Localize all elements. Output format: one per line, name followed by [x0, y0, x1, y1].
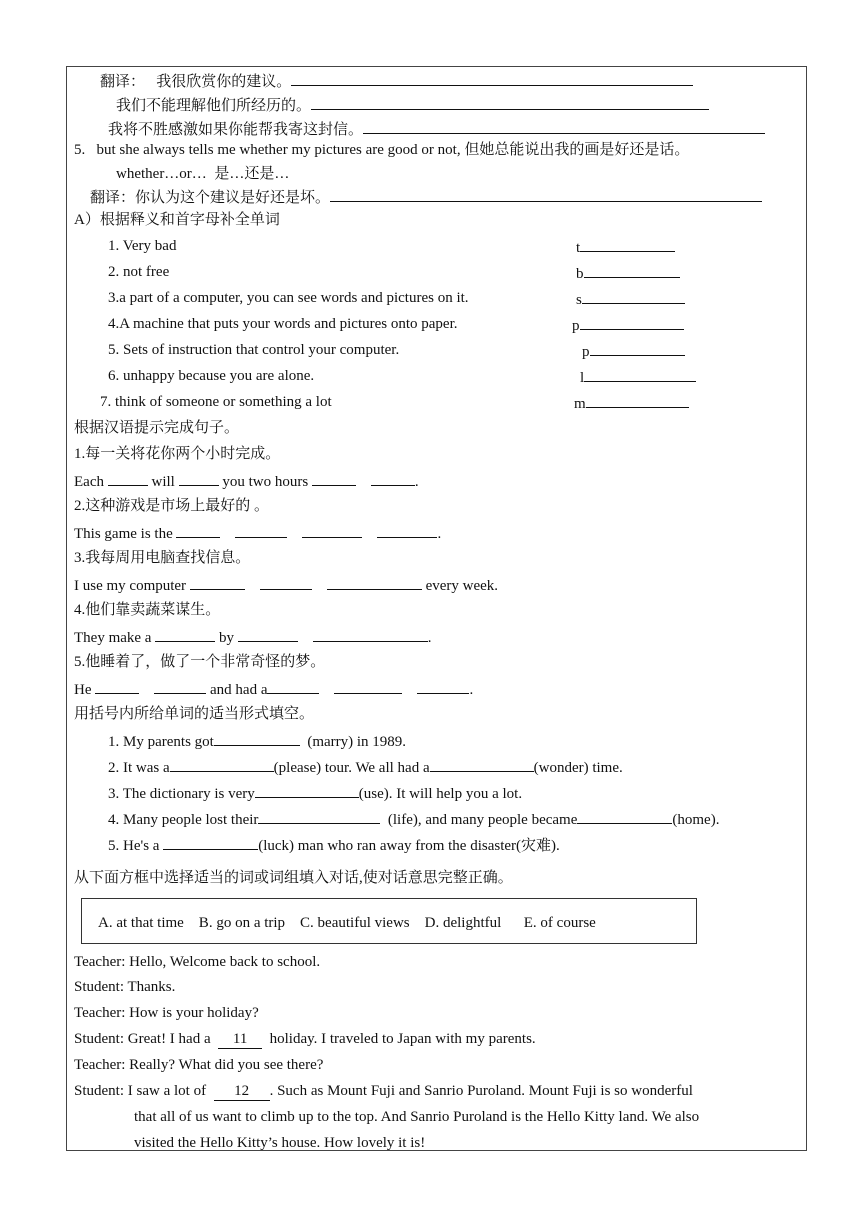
section-b-q3-cn: 3.我每周用电脑查找信息。	[74, 550, 251, 566]
section-c-q2: 2. It was a (please) tour. We all had a (wonder) time.	[108, 756, 623, 778]
section-d-title: 从下面方框中选择适当的词或词组填入对话,使对话意思完整正确。	[74, 870, 513, 886]
section-a-def-7: 7. think of someone or something a lot	[100, 394, 332, 410]
translate-line-2: 我们不能理解他们所经历的。	[116, 94, 709, 116]
section-c-q3: 3. The dictionary is very (use). It will help you a lot.	[108, 782, 522, 804]
section-c-q5: 5. He's a (luck) man who ran away from the disaster(灾难).	[108, 834, 560, 856]
section-a-answer-6[interactable]: l	[580, 366, 696, 388]
section-b-q2-cn: 2.这种游戏是市场上最好的 。	[74, 498, 270, 514]
dialog-line-4: Student: Great! I had a 11 holiday. I traveled to Japan with my parents.	[74, 1031, 536, 1047]
dialog-line-7: that all of us want to climb up to the top. And Sanrio Puroland is the Hello Kitty land. We also	[134, 1109, 700, 1125]
section-a-def-6: 6. unhappy because you are alone.	[108, 368, 315, 384]
section-a-answer-7[interactable]: m	[574, 392, 689, 414]
dialog-line-2: Student: Thanks.	[74, 979, 176, 995]
section-a-def-3: 3.a part of a computer, you can see words and pictures on it.	[108, 290, 469, 306]
translate-line-1: 翻译： 我很欣赏你的建议。	[100, 70, 693, 92]
option-list: A. at that time B. go on a trip C. beautiful views D. delightful E. of course	[98, 915, 596, 931]
section-b-q1: Each will you two hours .	[74, 470, 419, 492]
section-a-def-4: 4.A machine that puts your words and pictures onto paper.	[108, 316, 458, 332]
section-b-q5: He and had a .	[74, 678, 473, 700]
section-b-title: 根据汉语提示完成句子。	[74, 420, 240, 436]
section-c-title: 用括号内所给单词的适当形式填空。	[74, 706, 315, 722]
section-b-q4-cn: 4.他们靠卖蔬菜谋生。	[74, 602, 221, 618]
section-a-def-1: 1. Very bad	[108, 238, 177, 254]
section-b-q1-cn: 1.每一关将花你两个小时完成。	[74, 446, 281, 462]
section-b-q5-cn: 5.他睡着了，做了一个非常奇怪的梦。	[74, 654, 326, 670]
dialog-line-1: Teacher: Hello, Welcome back to school.	[74, 954, 321, 970]
dialog-line-6: Student: I saw a lot of 12 . Such as Mount Fuji and Sanrio Puroland. Mount Fuji is so wonderful	[74, 1083, 693, 1099]
item5-sentence: 5. but she always tells me whether my pictures are good or not, 但她总能说出我的画是好还是话。	[74, 142, 690, 158]
section-c-q1: 1. My parents got (marry) in 1989.	[108, 730, 406, 752]
section-a-answer-4[interactable]: p	[572, 314, 684, 336]
translate-line-3: 我将不胜感激如果你能帮我寄这封信。	[108, 118, 765, 140]
section-a-def-2: 2. not free	[108, 264, 170, 280]
item5-phrase: whether…or… 是…还是…	[116, 166, 290, 182]
section-b-q3: I use my computer every week.	[74, 574, 498, 596]
section-b-q4: They make a by .	[74, 626, 431, 648]
section-a-answer-1[interactable]: t	[576, 236, 675, 258]
item5-translate: 翻译：你认为这个建议是好还是坏。	[90, 186, 762, 208]
blank-11[interactable]: 11	[218, 1030, 262, 1049]
section-c-q4: 4. Many people lost their (life), and many people became (home).	[108, 808, 719, 830]
dialog-line-3: Teacher: How is your holiday?	[74, 1005, 259, 1021]
dialog-line-8: visited the Hello Kitty’s house. How lovely it is!	[134, 1135, 426, 1151]
section-a-def-5: 5. Sets of instruction that control your computer.	[108, 342, 400, 358]
section-a-answer-2[interactable]: b	[576, 262, 680, 284]
section-a-answer-5[interactable]: p	[582, 340, 685, 362]
section-a-answer-3[interactable]: s	[576, 288, 685, 310]
blank-12[interactable]: 12	[214, 1082, 270, 1101]
section-b-q2: This game is the .	[74, 522, 441, 544]
section-a-title: A）根据释义和首字母补全单词	[74, 212, 280, 228]
dialog-line-5: Teacher: Really? What did you see there?	[74, 1057, 324, 1073]
